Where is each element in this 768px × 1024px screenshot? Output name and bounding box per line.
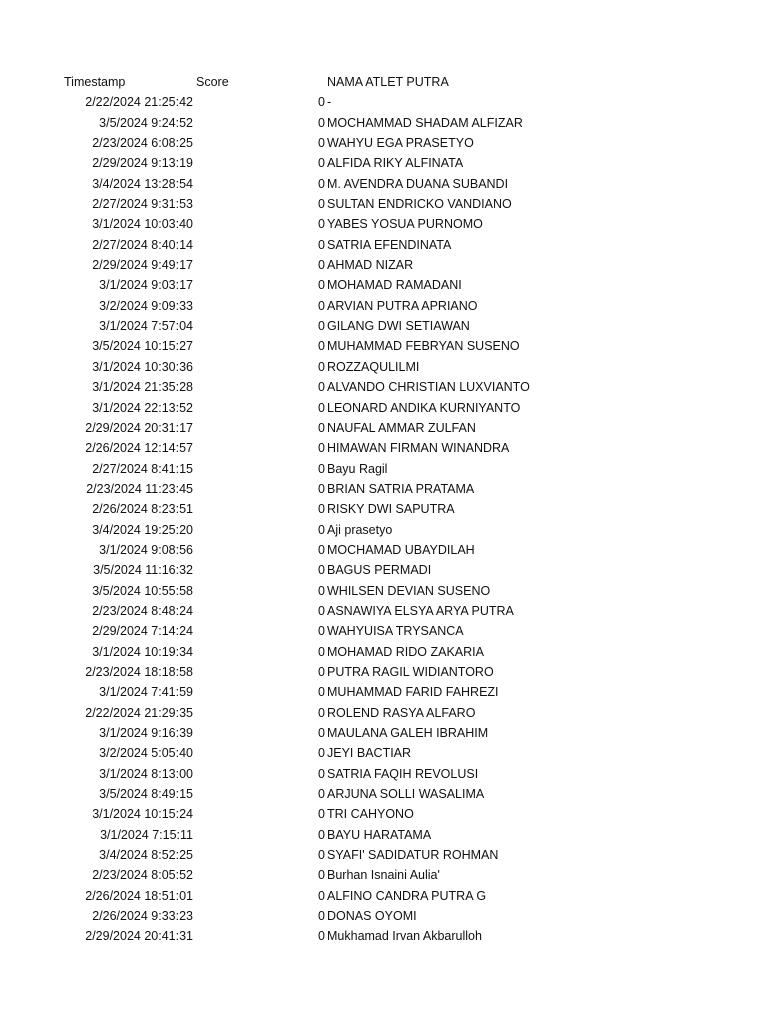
score-cell: 0 <box>318 481 325 496</box>
spreadsheet <box>0 72 768 947</box>
athlete-name-cell: ASNAWIYA ELSYA ARYA PUTRA <box>327 603 514 618</box>
score-cell: 0 <box>318 522 325 537</box>
timestamp-cell: 3/5/2024 11:16:32 <box>93 563 193 578</box>
score-cell: 0 <box>318 563 325 578</box>
score-cell: 0 <box>318 746 325 761</box>
athlete-name-cell: RISKY DWI SAPUTRA <box>327 502 455 517</box>
athlete-name-cell: SATRIA FAQIH REVOLUSI <box>327 766 479 781</box>
table-row <box>0 418 768 438</box>
table-row <box>0 377 768 397</box>
athlete-name-cell: BAYU HARATAMA <box>327 827 432 842</box>
athlete-name-cell: AHMAD NIZAR <box>327 258 414 273</box>
timestamp-cell: 3/1/2024 7:41:59 <box>99 685 193 700</box>
timestamp-cell: 2/26/2024 8:23:51 <box>92 502 193 517</box>
athlete-name-cell: DONAS OYOMI <box>327 909 417 924</box>
athlete-name-cell: YABES YOSUA PURNOMO <box>327 217 483 232</box>
table-row <box>0 601 768 621</box>
table-row <box>0 520 768 540</box>
athlete-name-cell: ROLEND RASYA ALFARO <box>327 705 476 720</box>
table-row <box>0 153 768 173</box>
name-header: NAMA ATLET PUTRA <box>327 75 449 89</box>
table-row <box>0 825 768 845</box>
timestamp-cell: 3/1/2024 7:15:11 <box>100 827 193 842</box>
table-row <box>0 92 768 112</box>
athlete-name-cell: SYAFI' SADIDATUR ROHMAN <box>327 848 499 863</box>
score-cell: 0 <box>318 298 325 313</box>
table-row <box>0 296 768 316</box>
score-header: Score <box>196 75 229 89</box>
athlete-name-cell: GILANG DWI SETIAWAN <box>327 319 470 334</box>
athlete-name-cell: MOCHAMMAD SHADAM ALFIZAR <box>327 115 523 130</box>
score-cell: 0 <box>318 461 325 476</box>
table-row <box>0 804 768 824</box>
table-row <box>0 194 768 214</box>
table-row <box>0 113 768 133</box>
athlete-name-cell: Bayu Ragil <box>327 461 388 476</box>
header-row <box>0 72 768 92</box>
timestamp-cell: 2/29/2024 20:41:31 <box>85 929 193 944</box>
score-cell: 0 <box>318 380 325 395</box>
athlete-name-cell: LEONARD ANDIKA KURNIYANTO <box>327 400 521 415</box>
timestamp-cell: 3/2/2024 9:09:33 <box>99 298 193 313</box>
athlete-name-cell: NAUFAL AMMAR ZULFAN <box>327 420 476 435</box>
timestamp-cell: 2/26/2024 12:14:57 <box>85 441 193 456</box>
score-cell: 0 <box>318 156 325 171</box>
score-cell: 0 <box>318 197 325 212</box>
timestamp-cell: 3/1/2024 8:13:00 <box>99 766 193 781</box>
table-row <box>0 703 768 723</box>
table-row <box>0 540 768 560</box>
table-row <box>0 133 768 153</box>
data-rows <box>0 92 768 946</box>
score-cell: 0 <box>318 400 325 415</box>
table-row <box>0 662 768 682</box>
timestamp-cell: 3/1/2024 10:19:34 <box>92 644 193 659</box>
table-row <box>0 214 768 234</box>
timestamp-cell: 2/29/2024 20:31:17 <box>85 420 193 435</box>
score-cell: 0 <box>318 664 325 679</box>
athlete-name-cell: TRI CAHYONO <box>327 807 414 822</box>
score-cell: 0 <box>318 807 325 822</box>
score-cell: 0 <box>318 787 325 802</box>
athlete-name-cell: ALFINO CANDRA PUTRA G <box>327 888 487 903</box>
table-row <box>0 621 768 641</box>
table-row <box>0 499 768 519</box>
score-cell: 0 <box>318 339 325 354</box>
athlete-name-cell: ROZZAQULILMI <box>327 359 420 374</box>
athlete-name-cell: WAHYU EGA PRASETYO <box>327 136 474 151</box>
athlete-name-cell: Burhan Isnaini Aulia' <box>327 868 440 883</box>
athlete-name-cell: ALFIDA RIKY ALFINATA <box>327 156 464 171</box>
score-cell: 0 <box>318 136 325 151</box>
score-cell: 0 <box>318 278 325 293</box>
athlete-name-cell: ALVANDO CHRISTIAN LUXVIANTO <box>327 380 530 395</box>
timestamp-cell: 3/1/2024 10:03:40 <box>92 217 193 232</box>
timestamp-cell: 3/1/2024 22:13:52 <box>92 400 193 415</box>
timestamp-cell: 3/1/2024 21:35:28 <box>92 380 193 395</box>
athlete-name-cell: M. AVENDRA DUANA SUBANDI <box>327 176 509 191</box>
table-row <box>0 336 768 356</box>
score-cell: 0 <box>318 542 325 557</box>
timestamp-cell: 3/1/2024 10:30:36 <box>92 359 193 374</box>
athlete-name-cell: SATRIA EFENDINATA <box>327 237 452 252</box>
timestamp-cell: 2/27/2024 9:31:53 <box>92 197 193 212</box>
score-cell: 0 <box>318 176 325 191</box>
table-row <box>0 926 768 946</box>
table-row <box>0 459 768 479</box>
timestamp-cell: 2/29/2024 9:13:19 <box>92 156 193 171</box>
timestamp-cell: 3/2/2024 5:05:40 <box>99 746 193 761</box>
table-row <box>0 642 768 662</box>
athlete-name-cell: Aji prasetyo <box>327 522 393 537</box>
athlete-name-cell: Mukhamad Irvan Akbarulloh <box>327 929 482 944</box>
timestamp-cell: 2/26/2024 18:51:01 <box>85 888 193 903</box>
athlete-name-cell: ARJUNA SOLLI WASALIMA <box>327 787 485 802</box>
score-cell: 0 <box>318 868 325 883</box>
athlete-name-cell: - <box>327 95 332 110</box>
table-row <box>0 865 768 885</box>
table-row <box>0 723 768 743</box>
timestamp-cell: 2/27/2024 8:41:15 <box>92 461 193 476</box>
timestamp-cell: 2/23/2024 8:48:24 <box>92 603 193 618</box>
score-cell: 0 <box>318 827 325 842</box>
athlete-name-cell: MUHAMMAD FARID FAHREZI <box>327 685 499 700</box>
score-cell: 0 <box>318 319 325 334</box>
athlete-name-cell: MOHAMAD RIDO ZAKARIA <box>327 644 484 659</box>
table-row <box>0 886 768 906</box>
athlete-name-cell: WHILSEN DEVIAN SUSENO <box>327 583 491 598</box>
score-cell: 0 <box>318 502 325 517</box>
timestamp-cell: 3/4/2024 19:25:20 <box>92 522 193 537</box>
table-row <box>0 682 768 702</box>
timestamp-cell: 3/5/2024 10:15:27 <box>92 339 193 354</box>
score-cell: 0 <box>318 726 325 740</box>
athlete-name-cell: SULTAN ENDRICKO VANDIANO <box>327 197 512 212</box>
timestamp-cell: 3/5/2024 10:55:58 <box>92 583 193 598</box>
athlete-name-cell: JEYI BACTIAR <box>327 746 412 761</box>
score-cell: 0 <box>318 420 325 435</box>
athlete-name-cell: ARVIAN PUTRA APRIANO <box>327 298 478 313</box>
timestamp-cell: 2/23/2024 18:18:58 <box>85 664 193 679</box>
timestamp-cell: 2/23/2024 6:08:25 <box>92 136 193 151</box>
score-cell: 0 <box>318 258 325 273</box>
table-row <box>0 906 768 926</box>
timestamp-cell: 2/26/2024 9:33:23 <box>92 909 193 924</box>
table-row <box>0 275 768 295</box>
timestamp-cell: 2/27/2024 8:40:14 <box>92 237 193 252</box>
table-row <box>0 398 768 418</box>
athlete-name-cell: BAGUS PERMADI <box>327 563 432 578</box>
score-cell: 0 <box>318 909 325 924</box>
athlete-name-cell: HIMAWAN FIRMAN WINANDRA <box>327 441 510 456</box>
table-row <box>0 357 768 377</box>
table-row <box>0 764 768 784</box>
table-row <box>0 255 768 275</box>
score-cell: 0 <box>318 685 325 700</box>
score-cell: 0 <box>318 583 325 598</box>
table-row <box>0 560 768 580</box>
table-row <box>0 438 768 458</box>
timestamp-cell: 3/5/2024 9:24:52 <box>99 115 193 130</box>
athlete-name-cell: MOCHAMAD UBAYDILAH <box>327 542 475 557</box>
timestamp-cell: 3/4/2024 13:28:54 <box>92 176 193 191</box>
score-cell: 0 <box>318 95 325 110</box>
table-row <box>0 581 768 601</box>
timestamp-cell: 3/1/2024 9:16:39 <box>99 726 193 740</box>
table-row <box>0 479 768 499</box>
table-row <box>0 743 768 763</box>
table-row <box>0 235 768 255</box>
timestamp-cell: 2/23/2024 11:23:45 <box>86 481 193 496</box>
score-cell: 0 <box>318 848 325 863</box>
table-row <box>0 784 768 804</box>
table-row <box>0 174 768 194</box>
score-cell: 0 <box>318 929 325 944</box>
timestamp-cell: 2/22/2024 21:29:35 <box>85 705 193 720</box>
score-cell: 0 <box>318 766 325 781</box>
score-cell: 0 <box>318 359 325 374</box>
score-cell: 0 <box>318 237 325 252</box>
timestamp-cell: 3/1/2024 7:57:04 <box>99 319 193 334</box>
timestamp-cell: 2/29/2024 7:14:24 <box>92 624 193 639</box>
timestamp-cell: 3/1/2024 9:03:17 <box>99 278 193 293</box>
athlete-name-cell: PUTRA RAGIL WIDIANTORO <box>327 664 494 679</box>
athlete-name-cell: MOHAMAD RAMADANI <box>327 278 462 293</box>
timestamp-cell: 2/29/2024 9:49:17 <box>92 258 193 273</box>
athlete-name-cell: MUHAMMAD FEBRYAN SUSENO <box>327 339 520 354</box>
timestamp-cell: 3/1/2024 10:15:24 <box>92 807 193 822</box>
athlete-name-cell: WAHYUISA TRYSANCA <box>327 624 464 639</box>
table-row <box>0 845 768 865</box>
score-cell: 0 <box>318 888 325 903</box>
athlete-name-cell: BRIAN SATRIA PRATAMA <box>327 481 475 496</box>
table-row <box>0 316 768 336</box>
score-cell: 0 <box>318 624 325 639</box>
athlete-name-cell: MAULANA GALEH IBRAHIM <box>327 726 489 740</box>
score-cell: 0 <box>318 603 325 618</box>
timestamp-cell: 2/23/2024 8:05:52 <box>92 868 193 883</box>
timestamp-cell: 2/22/2024 21:25:42 <box>85 95 193 110</box>
score-cell: 0 <box>318 115 325 130</box>
timestamp-header: Timestamp <box>64 75 126 89</box>
timestamp-cell: 3/5/2024 8:49:15 <box>99 787 193 802</box>
timestamp-cell: 3/1/2024 9:08:56 <box>99 542 193 557</box>
score-cell: 0 <box>318 644 325 659</box>
score-cell: 0 <box>318 441 325 456</box>
score-cell: 0 <box>318 217 325 232</box>
score-cell: 0 <box>318 705 325 720</box>
timestamp-cell: 3/4/2024 8:52:25 <box>99 848 193 863</box>
